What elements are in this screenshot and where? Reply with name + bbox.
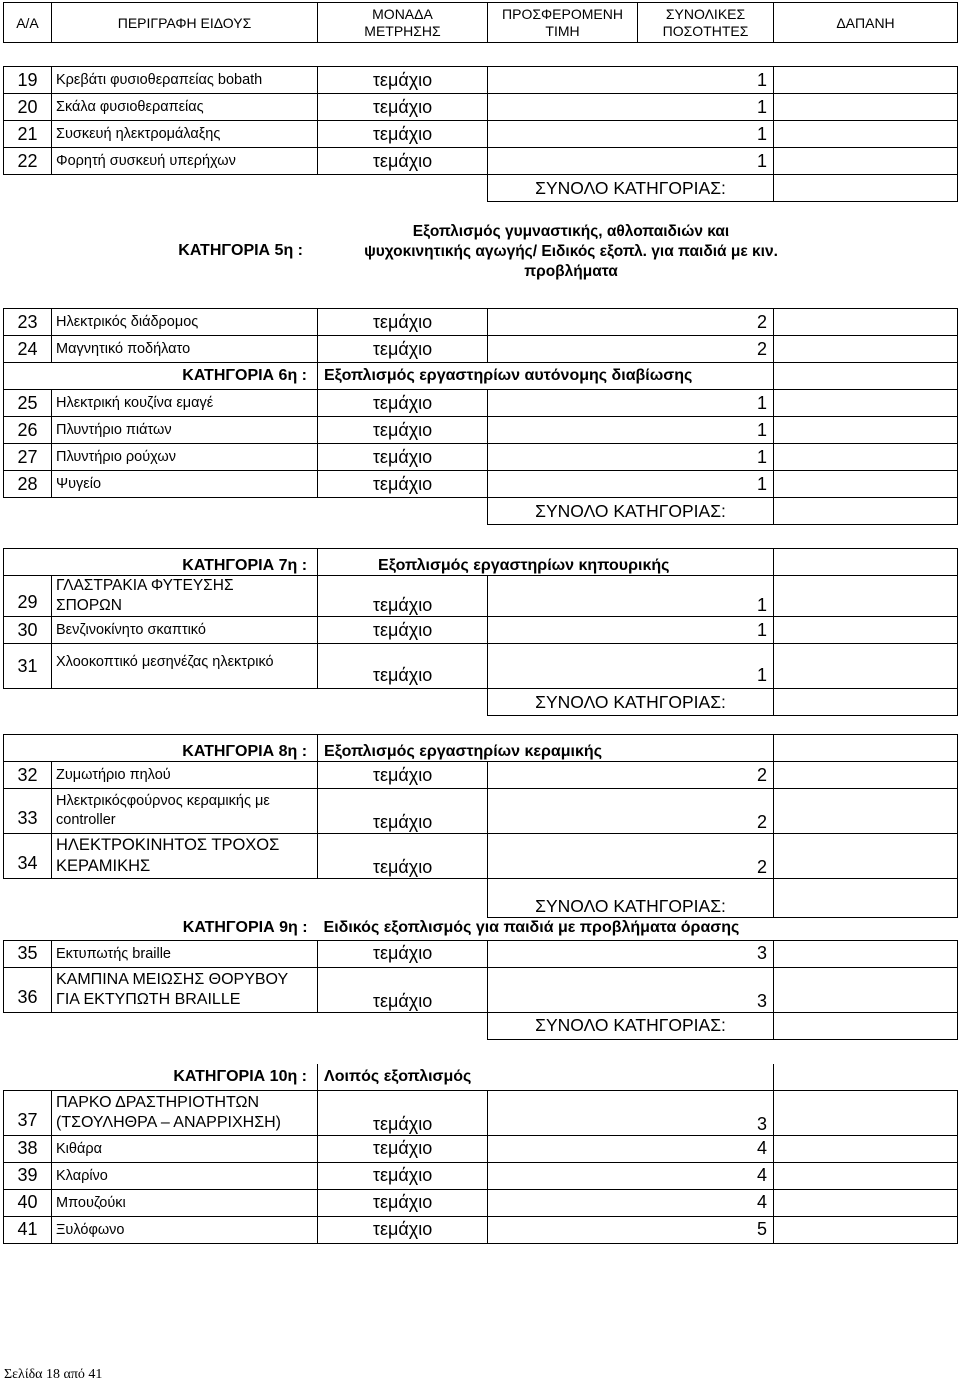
items-block-1: [3, 66, 958, 202]
table-row: [4, 336, 958, 363]
item-unit: τεμάχιο: [318, 834, 488, 879]
empty-cell: [774, 879, 958, 918]
item-number: 35: [4, 940, 52, 967]
category-name: Εξοπλισμός εργαστηρίων κηπουρικής: [318, 549, 774, 576]
item-quantity: 1: [488, 444, 774, 471]
header-aa: Α/Α: [4, 3, 52, 43]
item-number: 40: [4, 1189, 52, 1216]
item-description: Κρεβάτι φυσιοθεραπείας bobath: [52, 67, 318, 94]
category-total-row: [4, 879, 958, 918]
item-quantity: 1: [488, 148, 774, 175]
category-total-label: ΣΥΝΟΛΟ ΚΑΤΗΓΟΡΙΑΣ:: [488, 498, 774, 525]
category-total-label: ΣΥΝΟΛΟ ΚΑΤΗΓΟΡΙΑΣ:: [488, 175, 774, 202]
category-6-heading: [4, 363, 958, 390]
item-quantity: 1: [488, 121, 774, 148]
empty-cell: [318, 498, 488, 525]
item-quantity: 4: [488, 1162, 774, 1189]
table-row: [4, 121, 958, 148]
item-unit: τεμάχιο: [318, 1216, 488, 1243]
table-row: [4, 67, 958, 94]
item-number: 34: [4, 834, 52, 879]
item-quantity: 1: [488, 617, 774, 644]
item-number: 26: [4, 417, 52, 444]
empty-cell: [774, 617, 958, 644]
category-10-heading: [4, 1064, 958, 1090]
item-number: 23: [4, 309, 52, 336]
item-description: Μπουζούκι: [52, 1189, 318, 1216]
item-unit: τεμάχιο: [318, 617, 488, 644]
empty-cell: [318, 1012, 488, 1039]
item-quantity: 1: [488, 576, 774, 617]
item-unit: τεμάχιο: [318, 1162, 488, 1189]
items-block-5: [3, 916, 958, 1040]
empty-cell: [774, 1216, 958, 1243]
item-description: Χλοοκοπτικό μεσηνέζας ηλεκτρικό: [52, 644, 318, 689]
item-quantity: 2: [488, 309, 774, 336]
table-row: [4, 444, 958, 471]
item-description: Ξυλόφωνο: [52, 1216, 318, 1243]
category-7-heading: [4, 549, 958, 576]
category-label: ΚΑΤΗΓΟΡΙΑ 7η :: [4, 549, 318, 576]
item-description: Πλυντήριο πιάτων: [52, 417, 318, 444]
empty-cell: [318, 175, 488, 202]
empty-cell: [4, 689, 52, 716]
table-row: [4, 834, 958, 879]
item-description: Κλαρίνο: [52, 1162, 318, 1189]
item-unit: τεμάχιο: [318, 94, 488, 121]
item-quantity: 3: [488, 967, 774, 1012]
item-unit: τεμάχιο: [318, 444, 488, 471]
item-description: Συσκευή ηλεκτρομάλαξης: [52, 121, 318, 148]
item-number: 30: [4, 617, 52, 644]
item-unit: τεμάχιο: [318, 789, 488, 834]
empty-cell: [52, 689, 318, 716]
item-unit: τεμάχιο: [318, 67, 488, 94]
table-row: [4, 390, 958, 417]
item-quantity: 2: [488, 336, 774, 363]
category-total-row: [4, 1012, 958, 1039]
item-unit: τεμάχιο: [318, 576, 488, 617]
item-unit: τεμάχιο: [318, 644, 488, 689]
empty-cell: [318, 879, 488, 918]
category-9-heading: [4, 916, 958, 940]
header-desc: ΠΕΡΙΓΡΑΦΗ ΕΙΔΟΥΣ: [52, 3, 318, 43]
category-8-heading: [4, 735, 958, 762]
table-row: [4, 309, 958, 336]
item-quantity: 3: [488, 1090, 774, 1135]
item-unit: τεμάχιο: [318, 471, 488, 498]
item-number: 31: [4, 644, 52, 689]
items-block-2: [3, 308, 958, 525]
table-row: [4, 1189, 958, 1216]
item-description: ΚΑΜΠΙΝΑ ΜΕΙΩΣΗΣ ΘΟΡΥΒΟΥ ΓΙΑ ΕΚΤΥΠΩΤΗ BRAILLE: [52, 967, 318, 1012]
empty-cell: [52, 498, 318, 525]
item-unit: τεμάχιο: [318, 1189, 488, 1216]
empty-cell: [774, 576, 958, 617]
item-number: 33: [4, 789, 52, 834]
category-total-label: ΣΥΝΟΛΟ ΚΑΤΗΓΟΡΙΑΣ:: [488, 689, 774, 716]
empty-cell: [4, 498, 52, 525]
items-block-6: [3, 1064, 958, 1244]
item-quantity: 1: [488, 390, 774, 417]
table-row: [4, 1216, 958, 1243]
empty-cell: [774, 417, 958, 444]
items-block-3: [3, 548, 958, 716]
item-quantity: 5: [488, 1216, 774, 1243]
item-description: ΠΑΡΚΟ ΔΡΑΣΤΗΡΙΟΤΗΤΩΝ (ΤΣΟΥΛΗΘΡΑ – ΑΝΑΡΡΙΧΗΣΗ): [52, 1090, 318, 1135]
empty-cell: [774, 789, 958, 834]
item-number: 41: [4, 1216, 52, 1243]
empty-cell: [774, 471, 958, 498]
item-number: 32: [4, 762, 52, 789]
item-number: 25: [4, 390, 52, 417]
empty-cell: [774, 309, 958, 336]
table-row: [4, 576, 958, 617]
empty-cell: [774, 1189, 958, 1216]
header-unit: ΜΟΝΑΔΑ ΜΕΤΡΗΣΗΣ: [318, 3, 488, 43]
item-unit: τεμάχιο: [318, 967, 488, 1012]
table-row: [4, 762, 958, 789]
item-number: 21: [4, 121, 52, 148]
item-quantity: 1: [488, 67, 774, 94]
item-description: Βενζινοκίνητο σκαπτικό: [52, 617, 318, 644]
table-row: [4, 94, 958, 121]
empty-cell: [774, 148, 958, 175]
item-number: 24: [4, 336, 52, 363]
table-row: [4, 967, 958, 1012]
item-unit: τεμάχιο: [318, 762, 488, 789]
item-description: Εκτυπωτής braille: [52, 940, 318, 967]
category-label: ΚΑΤΗΓΟΡΙΑ 10η :: [4, 1064, 318, 1090]
item-description: ΓΛΑΣΤΡΑΚΙΑ ΦΥΤΕΥΣΗΣ ΣΠΟΡΩΝ: [52, 576, 318, 617]
empty-cell: [774, 762, 958, 789]
item-unit: τεμάχιο: [318, 940, 488, 967]
item-description: Κιθάρα: [52, 1135, 318, 1162]
table-row: [4, 1162, 958, 1189]
empty-cell: [774, 1064, 958, 1090]
table-row: [4, 789, 958, 834]
empty-cell: [52, 879, 318, 918]
category-name: Εξοπλισμός εργαστηρίων αυτόνομης διαβίωσης: [318, 363, 774, 390]
empty-cell: [774, 94, 958, 121]
item-description: Ηλεκτρικόςφούρνος κεραμικής με controller: [52, 789, 318, 834]
item-unit: τεμάχιο: [318, 1090, 488, 1135]
empty-cell: [774, 498, 958, 525]
empty-cell: [774, 67, 958, 94]
category-name: Εξοπλισμός γυμναστικής, αθλοπαιδιών και ψυχοκινητικής αγωγής/ Ειδικός εξοπλ. για παιδιά με κιν. προβλήματα: [364, 223, 778, 280]
item-unit: τεμάχιο: [318, 148, 488, 175]
category-5-heading: [3, 222, 957, 282]
item-description: Πλυντήριο ρούχων: [52, 444, 318, 471]
category-total-row: [4, 175, 958, 202]
table-row: [4, 644, 958, 689]
item-quantity: 2: [488, 762, 774, 789]
table-row: [4, 940, 958, 967]
category-name: Λοιπός εξοπλισμός: [318, 1064, 774, 1090]
items-block-4: [3, 734, 958, 918]
empty-cell: [52, 175, 318, 202]
empty-cell: [774, 834, 958, 879]
empty-cell: [4, 879, 52, 918]
empty-cell: [318, 689, 488, 716]
empty-cell: [774, 940, 958, 967]
table-row: [4, 471, 958, 498]
empty-cell: [774, 1135, 958, 1162]
item-description: Ηλεκτρική κουζίνα εμαγέ: [52, 390, 318, 417]
empty-cell: [774, 1090, 958, 1135]
table-row: [4, 617, 958, 644]
category-label: ΚΑΤΗΓΟΡΙΑ 6η :: [4, 363, 318, 390]
item-number: 27: [4, 444, 52, 471]
category-total-label: ΣΥΝΟΛΟ ΚΑΤΗΓΟΡΙΑΣ:: [488, 879, 774, 918]
item-quantity: 2: [488, 834, 774, 879]
item-number: 39: [4, 1162, 52, 1189]
empty-cell: [774, 121, 958, 148]
item-quantity: 1: [488, 471, 774, 498]
table-row: [4, 1135, 958, 1162]
item-quantity: 1: [488, 417, 774, 444]
item-quantity: 3: [488, 940, 774, 967]
empty-cell: [774, 363, 958, 390]
item-quantity: 2: [488, 789, 774, 834]
category-label: ΚΑΤΗΓΟΡΙΑ 5η :: [178, 242, 303, 259]
empty-cell: [774, 735, 958, 762]
empty-cell: [774, 549, 958, 576]
page-footer: Σελίδα 18 από 41: [4, 1367, 103, 1382]
item-unit: τεμάχιο: [318, 417, 488, 444]
empty-cell: [774, 644, 958, 689]
header-table: [3, 2, 958, 43]
empty-cell: [774, 444, 958, 471]
item-number: 36: [4, 967, 52, 1012]
empty-cell: [774, 1012, 958, 1039]
item-number: 20: [4, 94, 52, 121]
item-description: Σκάλα φυσιοθεραπείας: [52, 94, 318, 121]
item-description: ΗΛΕΚΤΡΟΚΙΝΗΤΟΣ ΤΡΟΧΟΣ ΚΕΡΑΜΙΚΗΣ: [52, 834, 318, 879]
empty-cell: [52, 1012, 318, 1039]
item-quantity: 4: [488, 1189, 774, 1216]
item-unit: τεμάχιο: [318, 121, 488, 148]
category-name: Εξοπλισμός εργαστηρίων κεραμικής: [318, 735, 774, 762]
header-qty: ΣΥΝΟΛΙΚΕΣ ΠΟΣΟΤΗΤΕΣ: [638, 3, 774, 43]
empty-cell: [774, 390, 958, 417]
empty-cell: [774, 689, 958, 716]
item-number: 38: [4, 1135, 52, 1162]
item-unit: τεμάχιο: [318, 309, 488, 336]
category-label: ΚΑΤΗΓΟΡΙΑ 8η :: [4, 735, 318, 762]
item-unit: τεμάχιο: [318, 390, 488, 417]
empty-cell: [774, 336, 958, 363]
item-unit: τεμάχιο: [318, 1135, 488, 1162]
empty-cell: [4, 175, 52, 202]
item-number: 28: [4, 471, 52, 498]
header-price: ΠΡΟΣΦΕΡΟΜΕΝΗ ΤΙΜΗ: [488, 3, 638, 43]
table-row: [4, 148, 958, 175]
item-number: 29: [4, 576, 52, 617]
item-unit: τεμάχιο: [318, 336, 488, 363]
item-quantity: 1: [488, 644, 774, 689]
item-quantity: 4: [488, 1135, 774, 1162]
item-description: Φορητή συσκευή υπερήχων: [52, 148, 318, 175]
category-total-label: ΣΥΝΟΛΟ ΚΑΤΗΓΟΡΙΑΣ:: [488, 1012, 774, 1039]
category-total-row: [4, 689, 958, 716]
category-name: Ειδικός εξοπλισμός για παιδιά με προβλήματα όρασης: [323, 918, 740, 936]
empty-cell: [774, 967, 958, 1012]
empty-cell: [4, 1012, 52, 1039]
item-description: Μαγνητικό ποδήλατο: [52, 336, 318, 363]
item-description: Ζυμωτήριο πηλού: [52, 762, 318, 789]
header-cost: ΔΑΠΑΝΗ: [774, 3, 958, 43]
table-row: [4, 417, 958, 444]
item-number: 19: [4, 67, 52, 94]
item-number: 22: [4, 148, 52, 175]
item-description: Ηλεκτρικός διάδρομος: [52, 309, 318, 336]
item-number: 37: [4, 1090, 52, 1135]
table-row: [4, 1090, 958, 1135]
empty-cell: [774, 175, 958, 202]
category-label: ΚΑΤΗΓΟΡΙΑ 9η :: [182, 918, 308, 936]
item-description: Ψυγείο: [52, 471, 318, 498]
item-quantity: 1: [488, 94, 774, 121]
category-total-row: [4, 498, 958, 525]
empty-cell: [774, 1162, 958, 1189]
